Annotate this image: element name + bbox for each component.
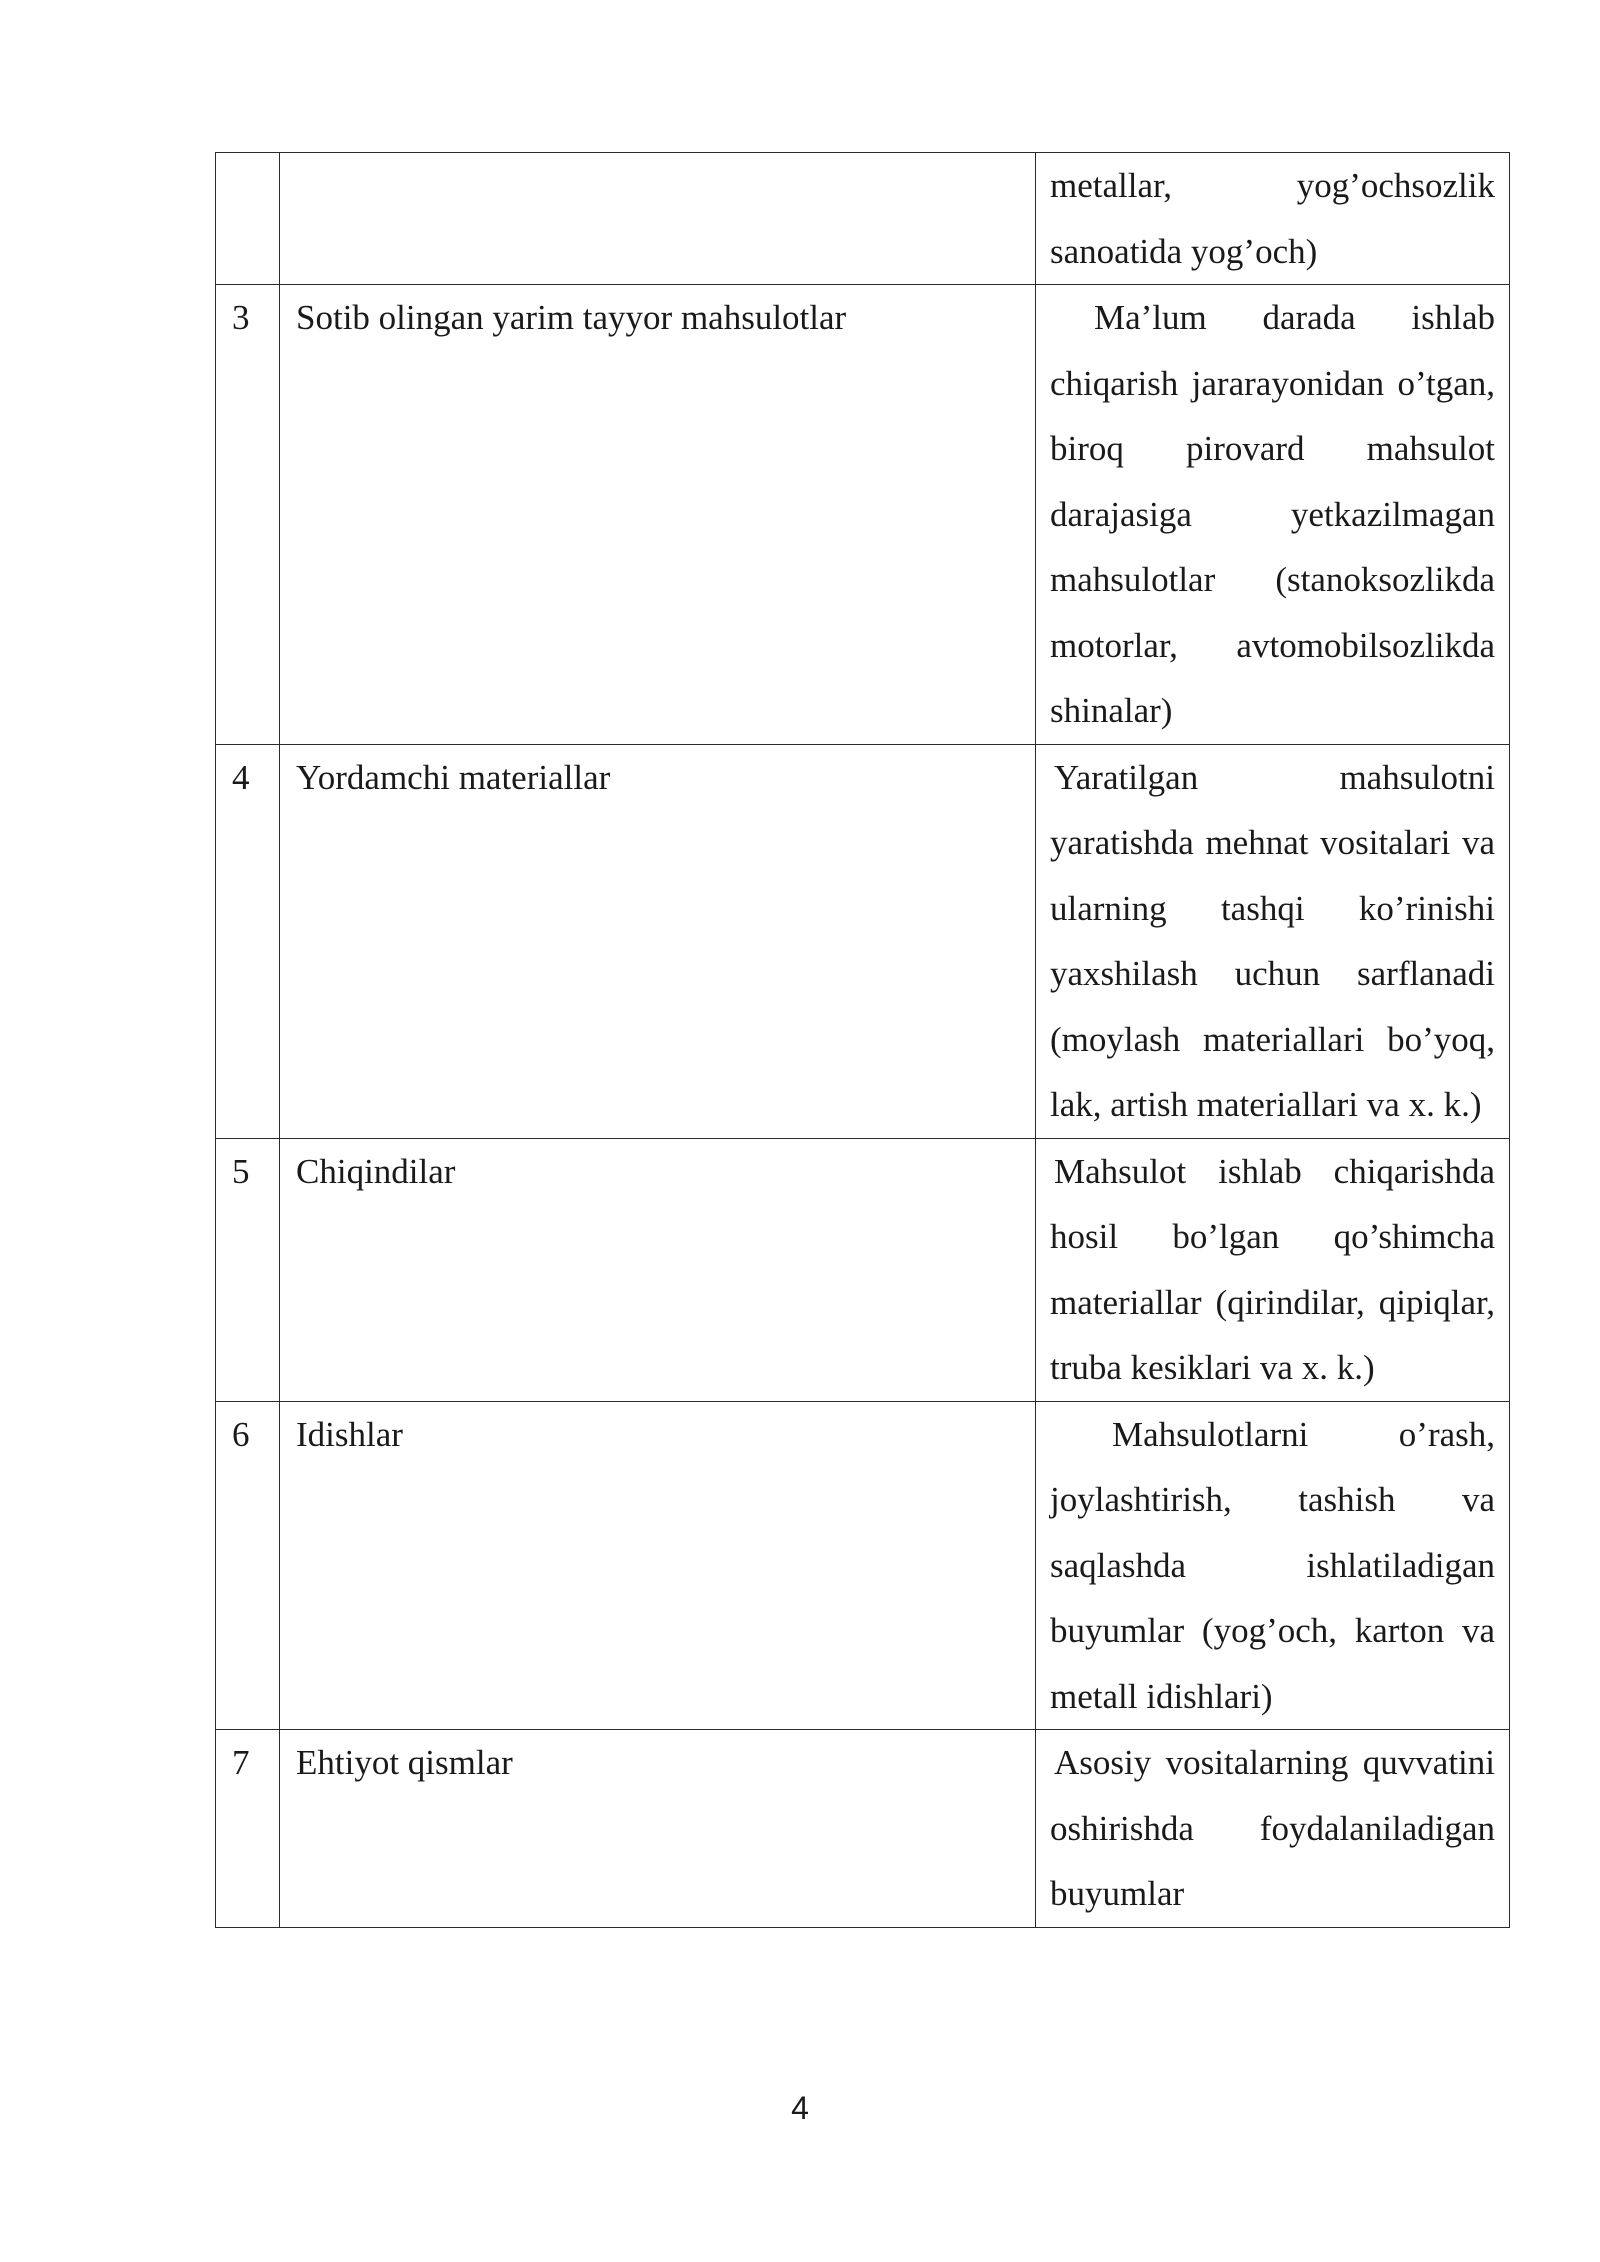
row-description: Ma’lum darada ishlab chiqarish jararayonidan o’tgan, biroq pirovard mahsulot darajasiga yetkazilmagan mahsulotlar (stanoksozlikda motorlar, avtomobilsozlikda shinalar) (1036, 285, 1510, 745)
row-name: Sotib olingan yarim tayyor mahsulotlar (280, 285, 1036, 745)
table-row (216, 1138, 1510, 1401)
row-description: Mahsulot ishlab chiqarishda hosil bo’lgan qo’shimcha materiallar (qirindilar, qipiqlar, truba kesiklari va x. k.) (1036, 1138, 1510, 1401)
table-row (216, 153, 1510, 285)
page-number: 4 (791, 2090, 809, 2126)
row-name: Idishlar (280, 1401, 1036, 1730)
row-description: Yaratilgan mahsulotni yaratishda mehnat vositalari va ularning tashqi ko’rinishi yaxshilash uchun sarflanadi (moylash materiallari bo’yoq, lak, artish materiallari va x. k.) (1036, 744, 1510, 1138)
row-number: 5 (216, 1138, 280, 1401)
row-number: 6 (216, 1401, 280, 1730)
row-description: metallar, yog’ochsozlik sanoatida yog’och) (1036, 153, 1510, 285)
materials-table (215, 152, 1510, 1928)
row-name: Chiqindilar (280, 1138, 1036, 1401)
row-description: Mahsulotlarni o’rash, joylashtirish, tashish va saqlashda ishlatiladigan buyumlar (yog’och, karton va metall idishlari) (1036, 1401, 1510, 1730)
row-name (280, 153, 1036, 285)
table-row (216, 1401, 1510, 1730)
row-number: 4 (216, 744, 280, 1138)
row-number (216, 153, 280, 285)
row-description: Asosiy vositalarning quvvatini oshirishda foydalaniladigan buyumlar (1036, 1730, 1510, 1928)
row-name: Yordamchi materiallar (280, 744, 1036, 1138)
row-number: 3 (216, 285, 280, 745)
table-row (216, 744, 1510, 1138)
row-number: 7 (216, 1730, 280, 1928)
row-name: Ehtiyot qismlar (280, 1730, 1036, 1928)
table-row (216, 285, 1510, 745)
table-row (216, 1730, 1510, 1928)
